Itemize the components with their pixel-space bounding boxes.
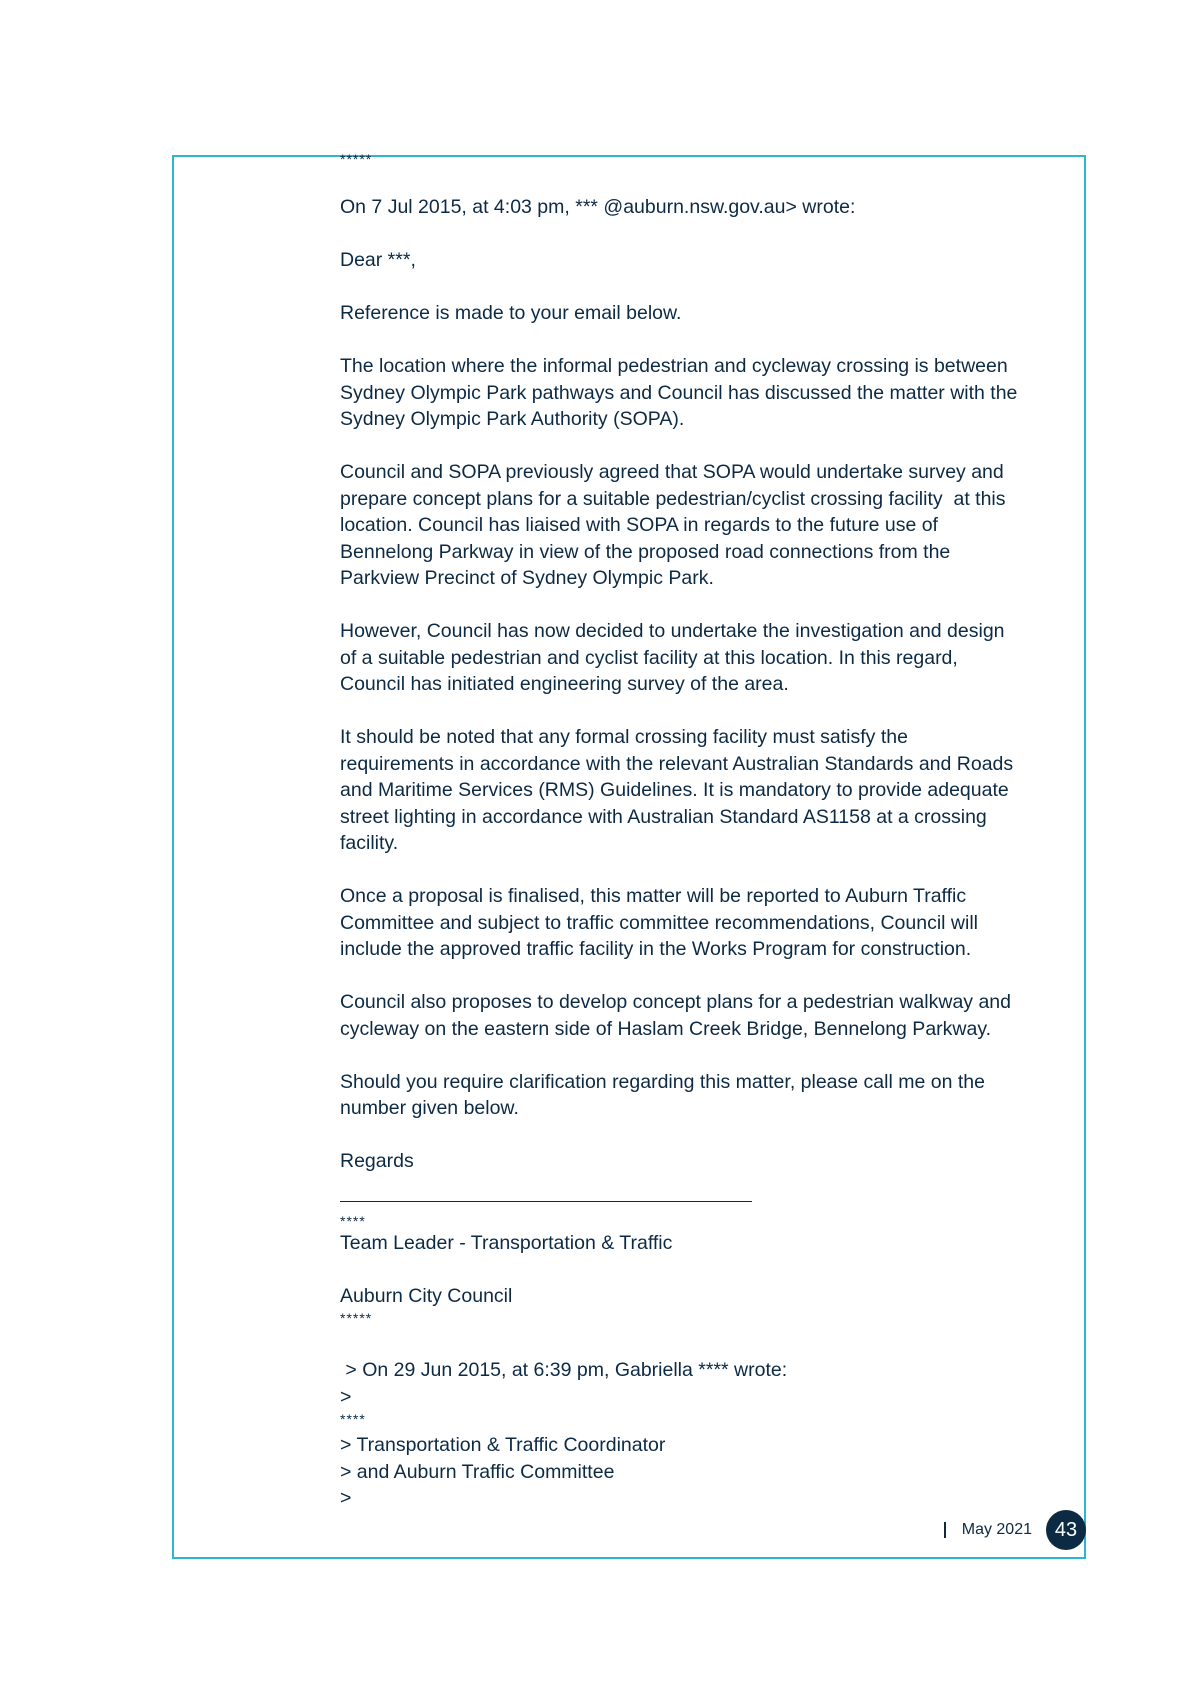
- quoted-gt-1: >: [340, 1385, 352, 1408]
- email-greeting: Dear ***,: [340, 249, 416, 271]
- signature-divider: [340, 1201, 752, 1202]
- paragraph-4: However, Council has now decided to undertake the investigation and design of a suitable pedestrian and cyclist facility at this location. In this regard, Council has initiated engineering survey of the area.: [340, 620, 1005, 695]
- signature-org-stars: *****: [340, 1310, 373, 1326]
- page-number-badge: 43: [1046, 1510, 1086, 1550]
- paragraph-3: Council and SOPA previously agreed that SOPA would undertake survey and prepare concept plans for a suitable pedestrian/cyclist crossing facility at this location. Council has liaised with SOPA in regards to the future use of Bennelong Parkway in view of the proposed road connections from the Parkview Precinct of Sydney Olympic Park.: [340, 461, 1006, 589]
- email-header-line: On 7 Jul 2015, at 4:03 pm, *** @auburn.nsw.gov.au> wrote:: [340, 196, 856, 218]
- paragraph-2: The location where the informal pedestrian and cycleway crossing is between Sydney Olympic Park pathways and Council has discussed the matter with the Sydney Olympic Park Authority (SOPA).: [340, 355, 1018, 430]
- quoted-committee-line: > and Auburn Traffic Committee: [340, 1460, 615, 1483]
- quoted-name-stars: ****: [340, 1411, 366, 1427]
- signature-title: Team Leader - Transportation & Traffic: [340, 1231, 673, 1254]
- paragraph-1: Reference is made to your email below.: [340, 302, 682, 324]
- footer-divider: [944, 1522, 946, 1538]
- quoted-gt-2: >: [340, 1487, 352, 1509]
- top-stars: *****: [340, 151, 373, 167]
- paragraph-8: Should you require clarification regarding this matter, please call me on the number given below.: [340, 1070, 985, 1119]
- signature-organisation: Auburn City Council: [340, 1284, 513, 1307]
- email-content: [340, 150, 1080, 1512]
- email-signoff: Regards: [340, 1150, 414, 1172]
- page-footer: [944, 1510, 1086, 1550]
- signature-name-stars: ****: [340, 1212, 366, 1229]
- paragraph-5: It should be noted that any formal crossing facility must satisfy the requirements in accordance with the relevant Australian Standards and Roads and Maritime Services (RMS) Guidelines. It is mandatory to provide adequate street lighting in accordance with Australian Standard AS1158 at a crossing facility.: [340, 726, 1014, 854]
- quoted-title-line: > Transportation & Traffic Coordinator: [340, 1434, 666, 1456]
- paragraph-7: Council also proposes to develop concept plans for a pedestrian walkway and cycleway on the eastern side of Haslam Creek Bridge, Bennelong Parkway.: [340, 991, 1011, 1040]
- footer-date: May 2021: [961, 1521, 1032, 1538]
- quoted-header-line: > On 29 Jun 2015, at 6:39 pm, Gabriella **** wrote:: [340, 1359, 788, 1381]
- paragraph-6: Once a proposal is finalised, this matter will be reported to Auburn Traffic Committee and subject to traffic committee recommendations, Council will include the approved traffic facility in the Works Program for construction.: [340, 885, 978, 960]
